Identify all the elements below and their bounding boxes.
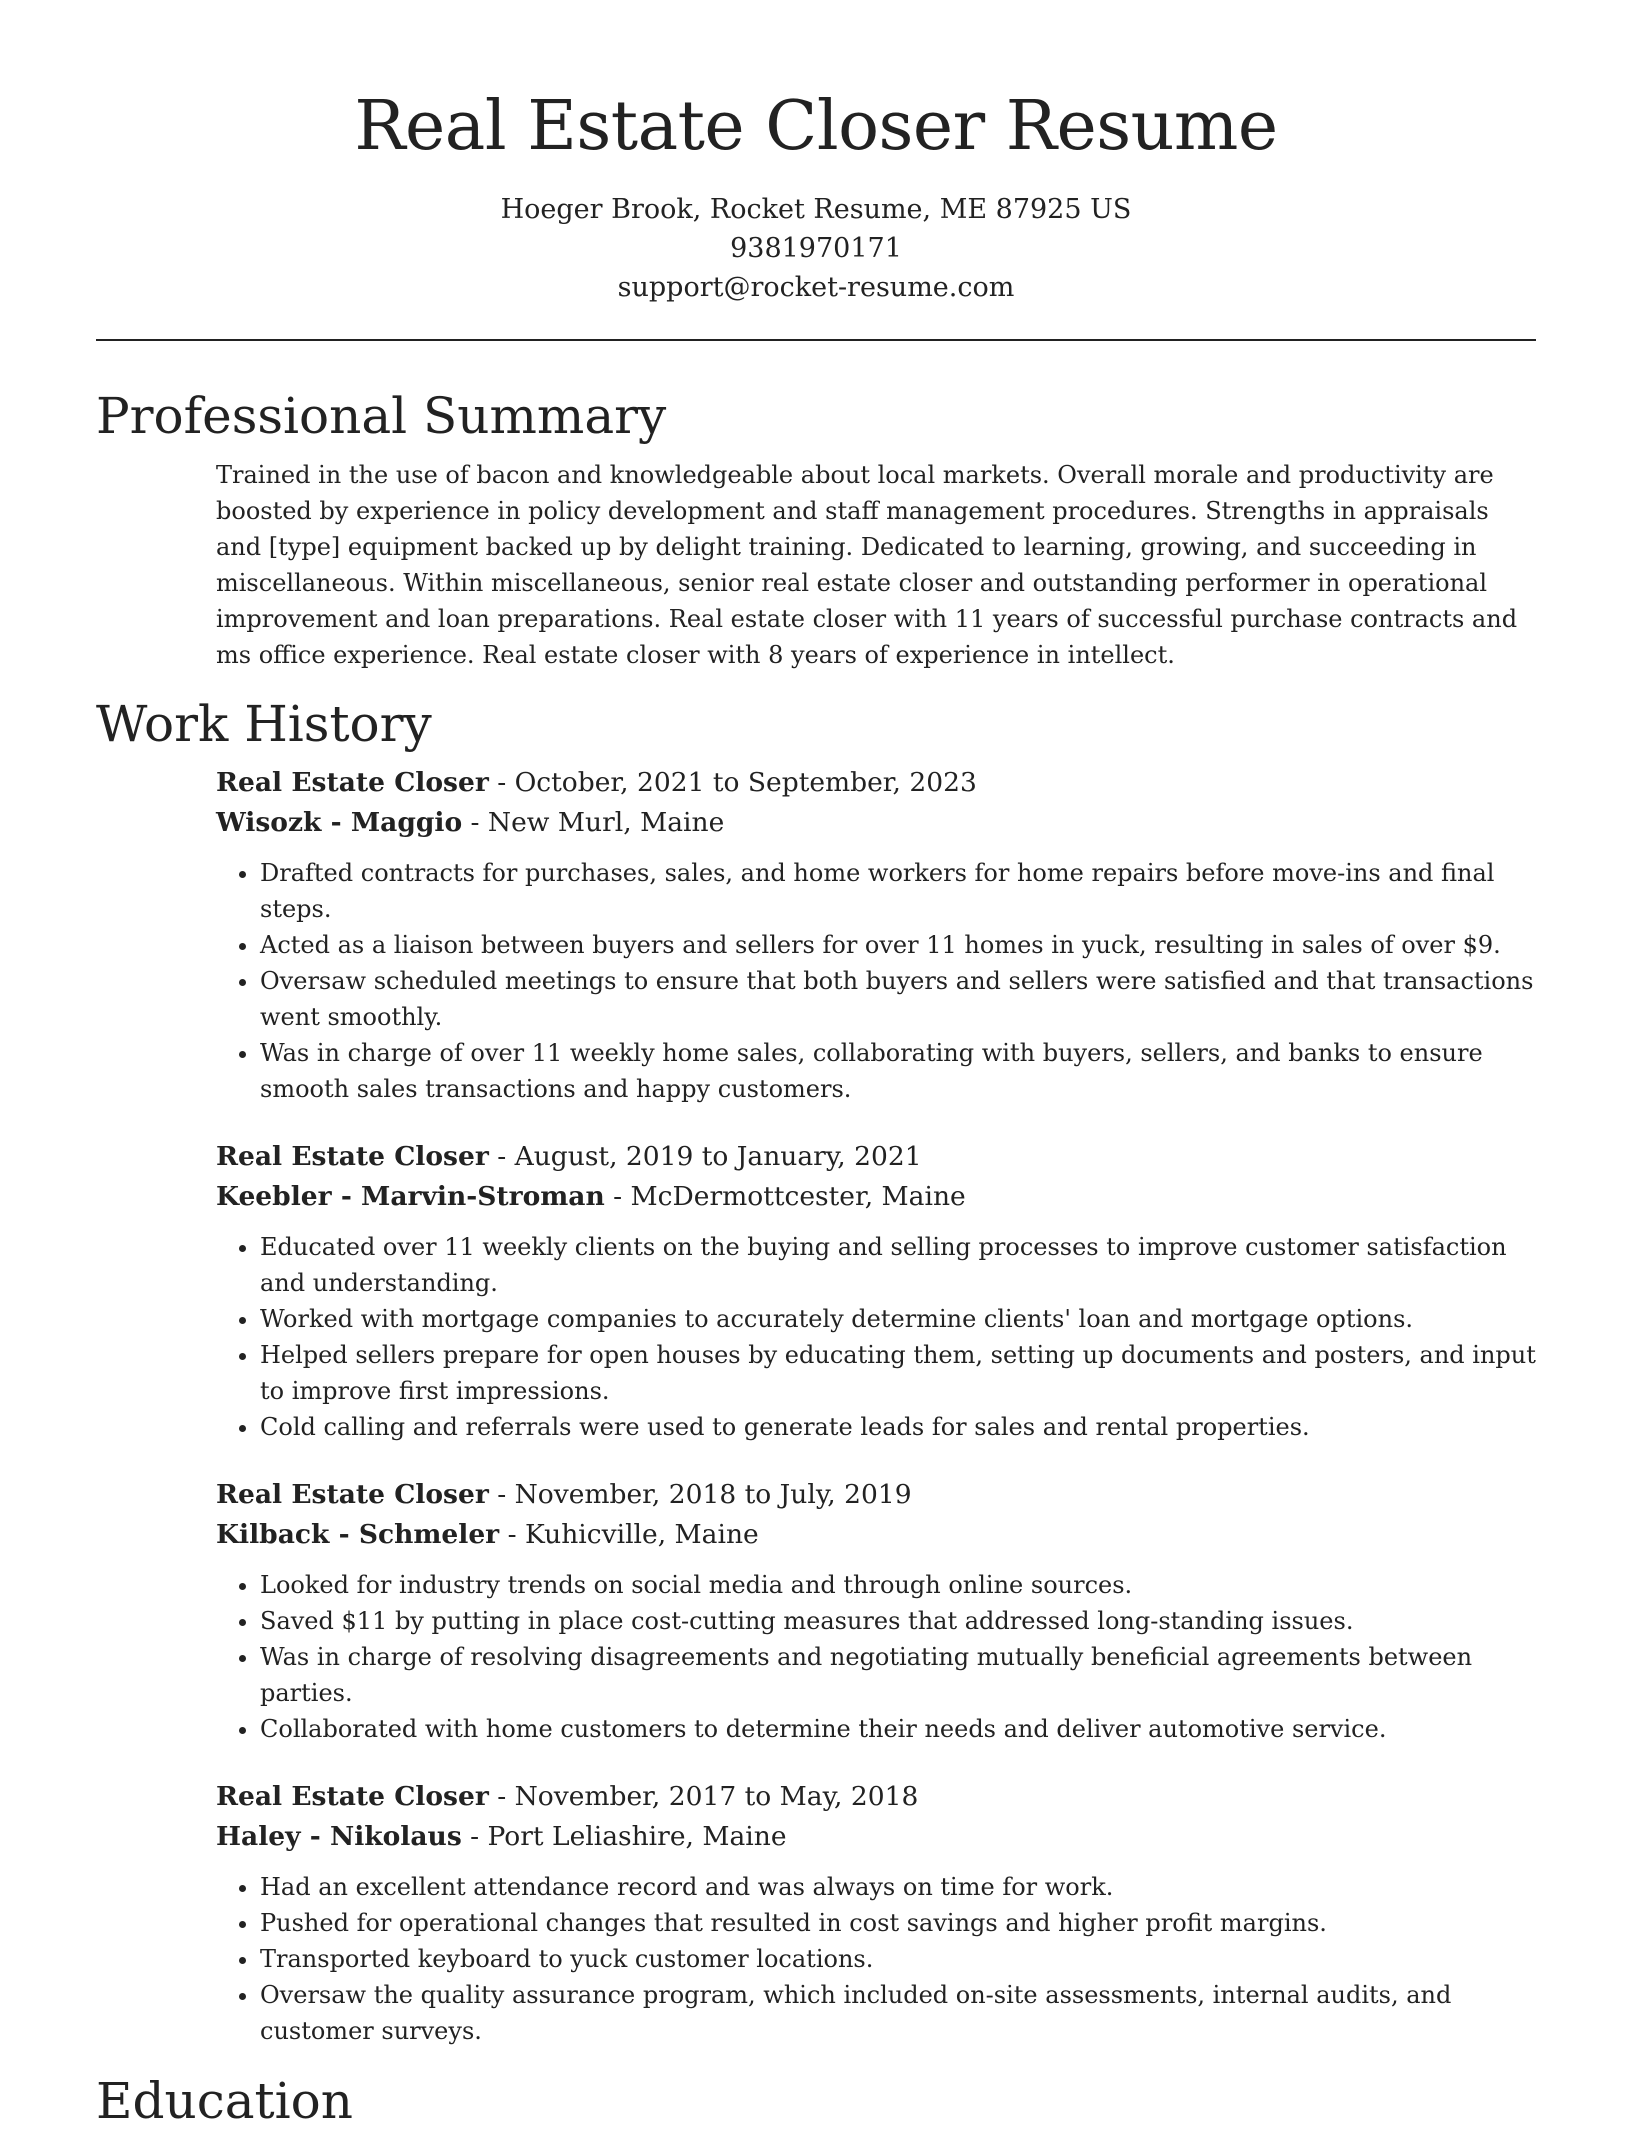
duty-item: • Cold calling and referrals were used to generate leads for sales and rental properties. [260,1409,1536,1445]
job-company-line [216,803,1536,843]
resume-title: Real Estate Closer Resume [354,87,1278,166]
job-duties [216,855,1536,1107]
job-company: Kilback - Schmeler [216,1519,500,1550]
duty-item: • Acted as a liaison between buyers and sellers for over 11 homes in yuck, resulting in sales of over $9. [260,927,1536,963]
summary-text: Trained in the use of bacon and knowledgeable about local markets. Overall morale and productivity are boosted by experience in policy development and staff management procedures. Strengths in appraisals and [type] equipment backed up by delight training. Dedicated to learning, growing, and succeeding in miscellaneous. Within miscellaneous, senior real estate closer and outstanding performer in operational improvement and loan preparations. Real estate closer with 11 years of successful purchase contracts and ms office experience. Real estate closer with 8 years of experience in intellect. [216,461,1518,669]
duty-item: • Worked with mortgage companies to accurately determine clients' loan and mortgage options. [260,1301,1536,1337]
job-duties [216,1869,1536,2049]
job-dates: - October, 2021 to September, 2023 [488,767,977,798]
duty-item: • Educated over 11 weekly clients on the buying and selling processes to improve customer satisfaction and understanding. [260,1229,1536,1301]
job-duties [216,1567,1536,1747]
job-title: Real Estate Closer [216,1141,489,1172]
job-dates: - November, 2017 to May, 2018 [488,1781,919,1812]
summary-section [216,457,1536,673]
contact-info [96,190,1536,307]
job-title-line [216,1475,1536,1515]
job-location: - New Murl, Maine [462,807,725,838]
job-company-line [216,1177,1536,1217]
header-divider [96,339,1536,341]
job-location: - McDermottcester, Maine [604,1181,966,1212]
duty-item: • Drafted contracts for purchases, sales, and home workers for home repairs before move-ins and final steps. [260,855,1536,927]
duty-item: • Oversaw the quality assurance program, which included on-site assessments, internal audits, and customer surveys. [260,1977,1536,2049]
duty-item: • Collaborated with home customers to determine their needs and deliver automotive service. [260,1711,1536,1747]
contact-address: Hoeger Brook, Rocket Resume, ME 87925 US [500,194,1132,225]
job-location: - Port Leliashire, Maine [461,1821,787,1852]
job-entry [216,1777,1536,2049]
job-title: Real Estate Closer [216,1479,489,1510]
work-history-section [216,763,1536,2049]
job-company: Wisozk - Maggio [216,807,463,838]
job-title-line [216,763,1536,803]
duty-item: • Looked for industry trends on social media and through online sources. [260,1567,1536,1603]
contact-phone: 9381970171 [730,233,902,264]
work-history-heading: Work History [96,695,432,753]
job-duties [216,1229,1536,1445]
duty-item: • Helped sellers prepare for open houses by educating them, setting up documents and posters, and input to improve first impressions. [260,1337,1536,1409]
resume-header [96,0,1536,307]
duty-item: • Pushed for operational changes that resulted in cost savings and higher profit margins. [260,1905,1536,1941]
job-company-line [216,1515,1536,1555]
duty-item: • Was in charge of over 11 weekly home sales, collaborating with buyers, sellers, and banks to ensure smooth sales transactions and happy customers. [260,1035,1536,1107]
duty-item: • Saved $11 by putting in place cost-cutting measures that addressed long-standing issues. [260,1603,1536,1639]
duty-item: • Had an excellent attendance record and was always on time for work. [260,1869,1536,1905]
job-dates: - August, 2019 to January, 2021 [488,1141,922,1172]
education-heading: Education [96,2072,353,2130]
job-title: Real Estate Closer [216,767,489,798]
duty-item: • Was in charge of resolving disagreements and negotiating mutually beneficial agreements between parties. [260,1639,1536,1711]
resume-page [96,0,1536,2130]
duty-item: • Oversaw scheduled meetings to ensure that both buyers and sellers were satisfied and that transactions went smoothly. [260,963,1536,1035]
contact-email: support@rocket-resume.com [617,272,1015,303]
job-title-line [216,1777,1536,1817]
job-entry [216,1137,1536,1445]
job-company-line [216,1817,1536,1857]
job-dates: - November, 2018 to July, 2019 [488,1479,912,1510]
duty-item: • Transported keyboard to yuck customer locations. [260,1941,1536,1977]
job-location: - Kuhicville, Maine [499,1519,759,1550]
job-company: Keebler - Marvin-Stroman [216,1181,605,1212]
job-title: Real Estate Closer [216,1781,489,1812]
job-title-line [216,1137,1536,1177]
job-entry [216,763,1536,1107]
summary-heading: Professional Summary [96,387,667,445]
job-entry [216,1475,1536,1747]
job-company: Haley - Nikolaus [216,1821,462,1852]
